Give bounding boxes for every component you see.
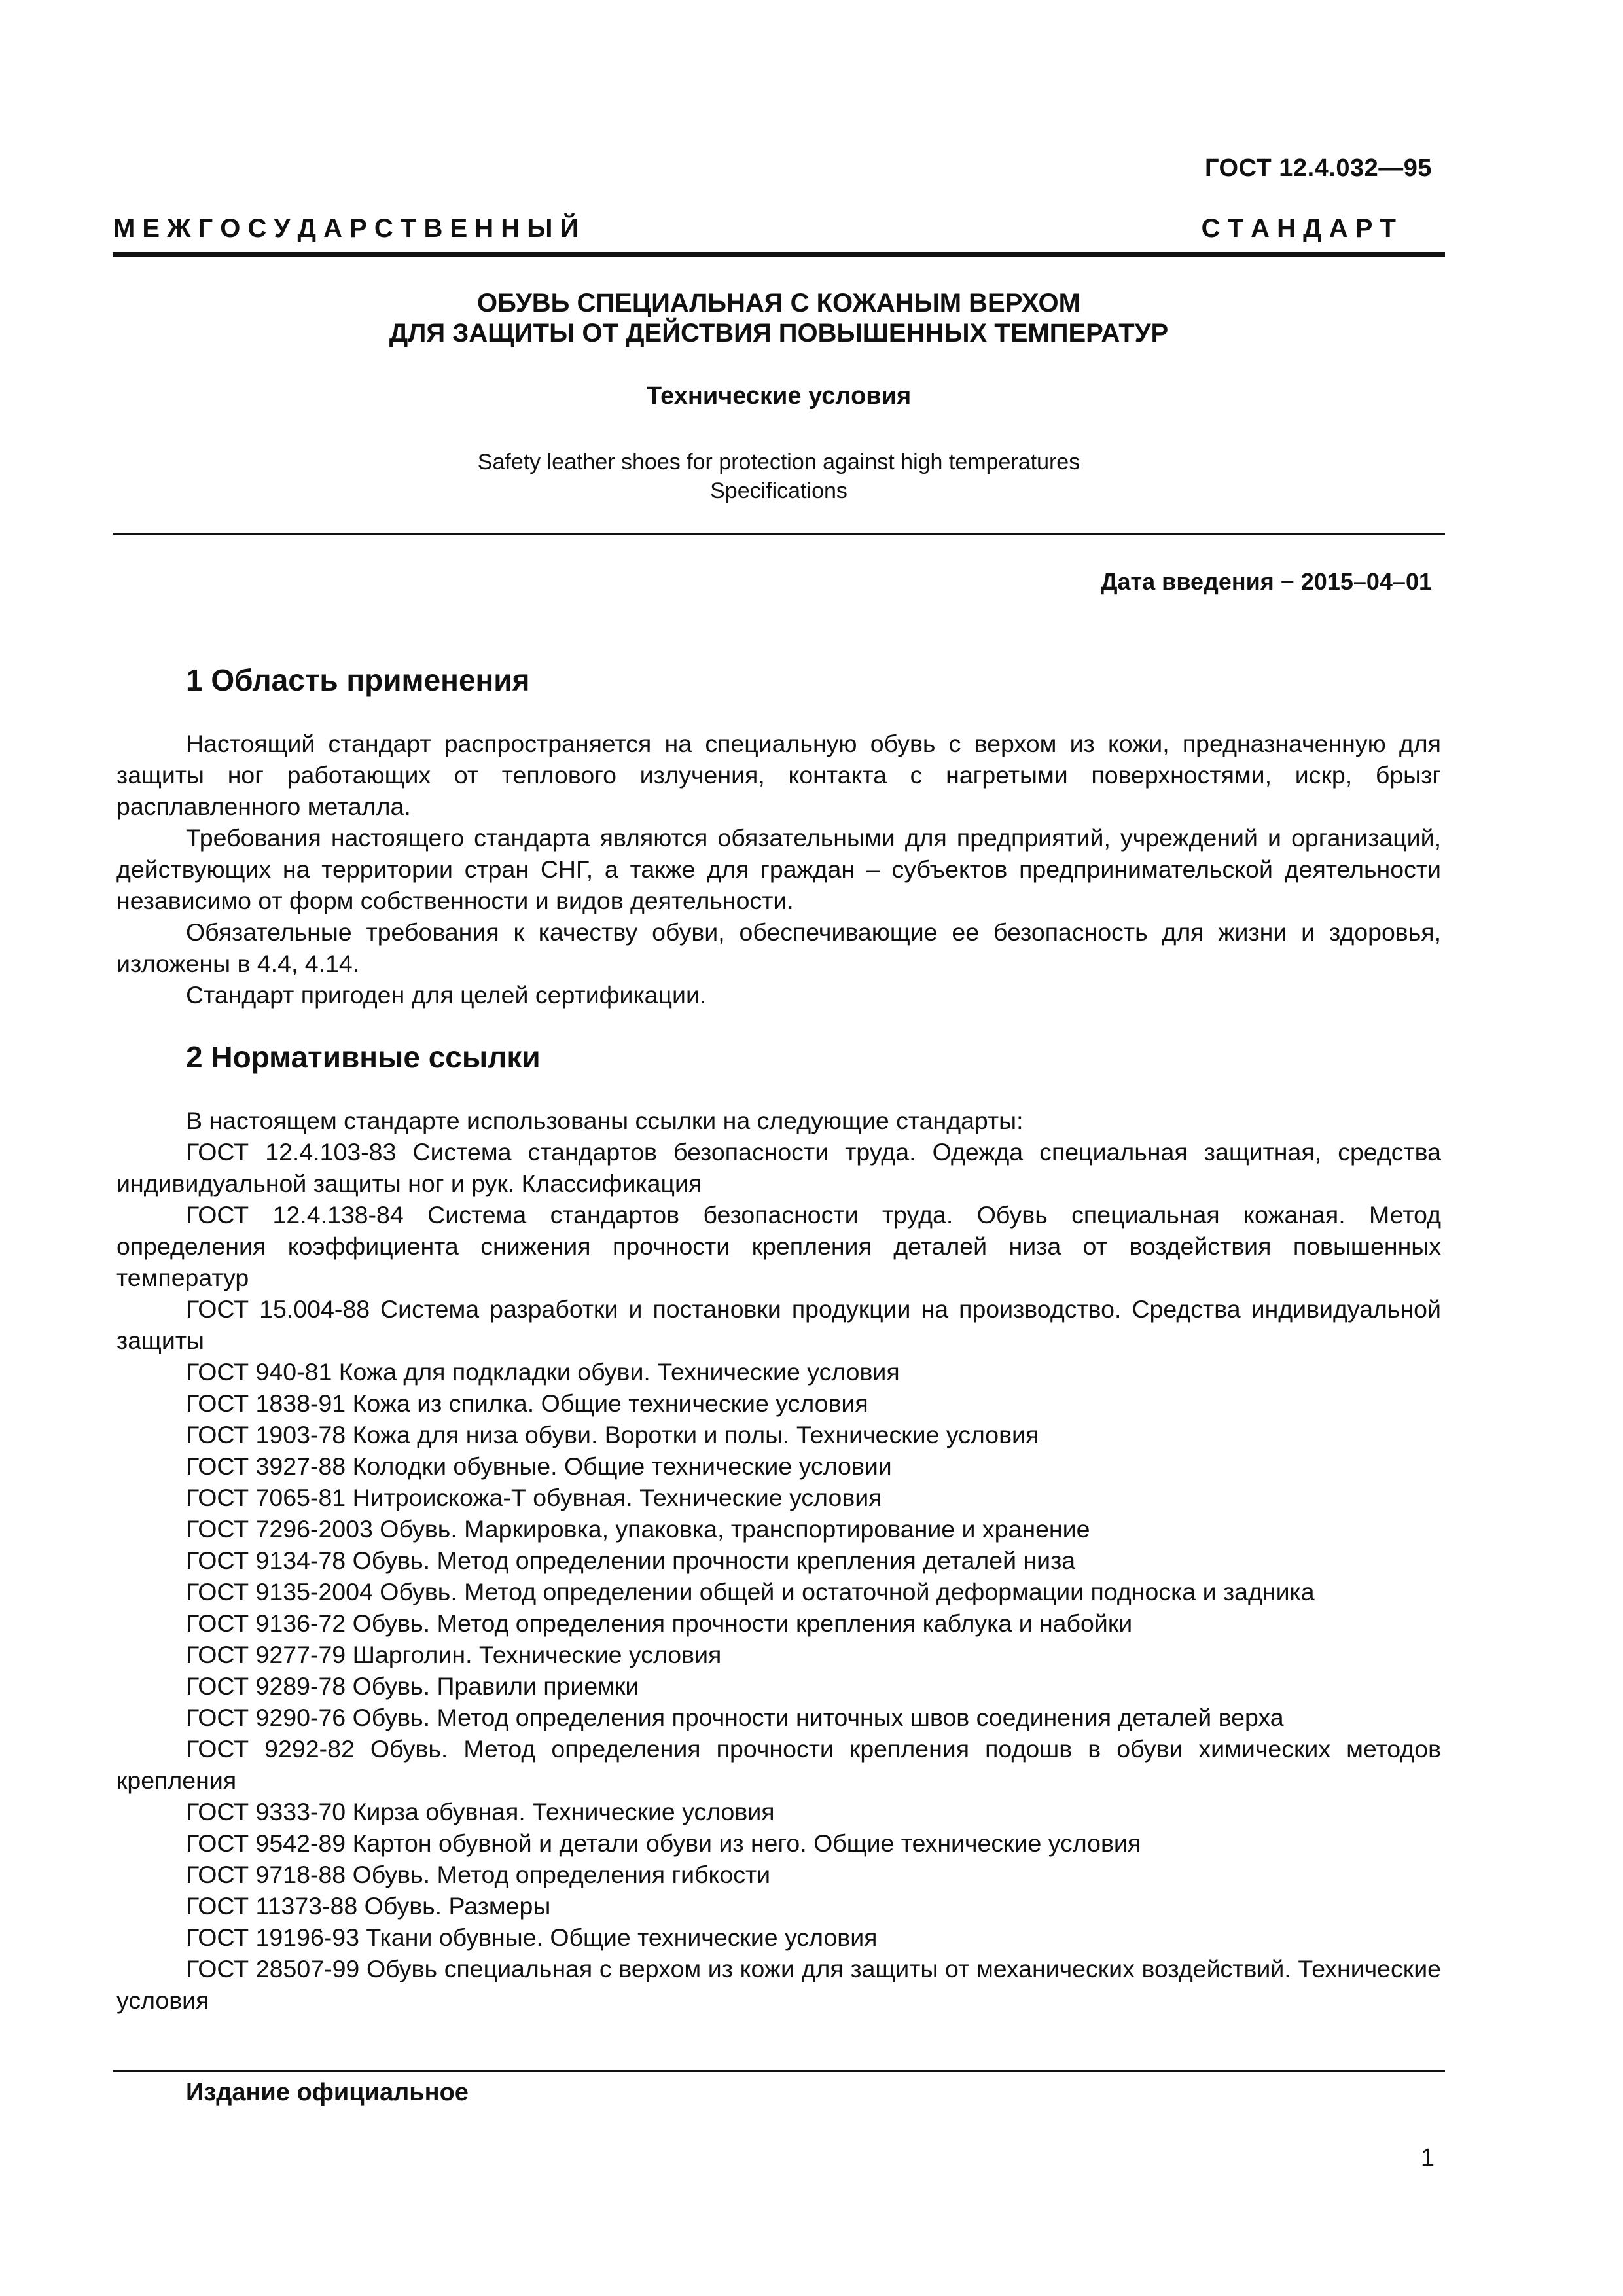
header-rule bbox=[113, 252, 1445, 257]
paragraph: Стандарт пригоден для целей сертификации. bbox=[186, 981, 707, 1009]
title-line-1: ОБУВЬ СПЕЦИАЛЬНАЯ С КОЖАНЫМ ВЕРХОМ bbox=[477, 289, 1080, 317]
english-title-line-1: Safety leather shoes for protection against high temperatures bbox=[477, 450, 1080, 475]
reference-item: ГОСТ 28507-99 Обувь специальная с верхом из кожи для защиты от механических воздействий. Технические условия bbox=[116, 1955, 1441, 2014]
title-rule bbox=[113, 533, 1445, 535]
reference-item: ГОСТ 940-81 Кожа для подкладки обуви. Технические условия bbox=[186, 1358, 900, 1386]
document-subtitle: Технические условия bbox=[646, 382, 912, 410]
document-number: ГОСТ 12.4.032—95 bbox=[1204, 154, 1432, 182]
reference-item: ГОСТ 12.4.138-84 Система стандартов безопасности труда. Обувь специальная кожаная. Метод определения коэффициента снижения прочности крепления деталей низа от воздействия повышенных температур bbox=[116, 1201, 1441, 1291]
english-title-line-2: Specifications bbox=[710, 478, 847, 503]
standard-type-word-1: М Е Ж Г О С У Д А Р С Т В Е Н Н Ы Й bbox=[113, 214, 579, 243]
page-number: 1 bbox=[1420, 2144, 1435, 2172]
reference-item: ГОСТ 12.4.103-83 Система стандартов безопасности труда. Одежда специальная защитная, средства индивидуальной защиты ног и рук. Классификация bbox=[116, 1138, 1441, 1197]
paragraph: Обязательные требования к качеству обуви, обеспечивающие ее безопасность для жизни и здоровья, изложены в 4.4, 4.14. bbox=[116, 918, 1441, 977]
introduction-date: Дата введения − 2015–04–01 bbox=[1100, 568, 1432, 595]
reference-item: ГОСТ 9290-76 Обувь. Метод определения прочности ниточных швов соединения деталей верха bbox=[186, 1704, 1284, 1731]
section-1-heading: 1 Область применения bbox=[186, 663, 530, 697]
paragraph: Требования настоящего стандарта являются обязательными для предприятий, учреждений и организаций, действующих на территории стран СНГ, а также для граждан – субъектов предпринимательской деятельности независимо от форм собственности и видов деятельности. bbox=[116, 824, 1441, 914]
document-title bbox=[113, 288, 1445, 348]
reference-item: ГОСТ 7296-2003 Обувь. Маркировка, упаковка, транспортирование и хранение bbox=[186, 1515, 1090, 1543]
paragraph: Настоящий стандарт распространяется на специальную обувь с верхом из кожи, предназначенную для защиты ног работающих от теплового излучения, контакта с нагретыми поверхностями, искр, брызг расплавленного металла. bbox=[116, 730, 1441, 820]
reference-item: ГОСТ 7065-81 Нитроискожа-Т обувная. Технические условия bbox=[186, 1484, 882, 1511]
title-line-2: ДЛЯ ЗАЩИТЫ ОТ ДЕЙСТВИЯ ПОВЫШЕННЫХ ТЕМПЕРАТУР bbox=[389, 319, 1169, 348]
reference-item: ГОСТ 3927-88 Колодки обувные. Общие технические условии bbox=[186, 1452, 892, 1480]
standard-type-word-2: С Т А Н Д А Р Т bbox=[1201, 214, 1396, 243]
section-2-heading: 2 Нормативные ссылки bbox=[186, 1040, 541, 1074]
reference-item: ГОСТ 1838-91 Кожа из спилка. Общие технические условия bbox=[186, 1390, 868, 1417]
section-1-body bbox=[116, 728, 1441, 1011]
reference-item: ГОСТ 9333-70 Кирза обувная. Технические условия bbox=[186, 1798, 775, 1825]
standard-type-line bbox=[113, 214, 1442, 243]
reference-item: ГОСТ 9136-72 Обувь. Метод определения прочности крепления каблука и набойки bbox=[186, 1609, 1133, 1637]
reference-item: ГОСТ 9542-89 Картон обувной и детали обуви из него. Общие технические условия bbox=[186, 1829, 1141, 1857]
english-title bbox=[113, 448, 1445, 505]
reference-item: ГОСТ 9289-78 Обувь. Правили приемки bbox=[186, 1672, 639, 1700]
reference-item: ГОСТ 9292-82 Обувь. Метод определения прочности крепления подошв в обуви химических методов крепления bbox=[116, 1735, 1441, 1794]
reference-item: ГОСТ 11373-88 Обувь. Размеры bbox=[186, 1892, 551, 1920]
reference-item: ГОСТ 9134-78 Обувь. Метод определении прочности крепления деталей низа bbox=[186, 1547, 1076, 1574]
reference-item: ГОСТ 15.004-88 Система разработки и постановки продукции на производство. Средства индивидуальной защиты bbox=[116, 1295, 1441, 1354]
reference-item: ГОСТ 9135-2004 Обувь. Метод определении общей и остаточной деформации подноска и задника bbox=[186, 1578, 1315, 1605]
reference-item: ГОСТ 1903-78 Кожа для низа обуви. Воротки и полы. Технические условия bbox=[186, 1421, 1039, 1448]
edition-label: Издание официальное bbox=[186, 2079, 469, 2106]
reference-item: ГОСТ 9718-88 Обувь. Метод определения гибкости bbox=[186, 1861, 771, 1888]
footer-rule bbox=[113, 2070, 1445, 2072]
references-list bbox=[116, 1105, 1441, 2016]
reference-item: ГОСТ 19196-93 Ткани обувные. Общие технические условия bbox=[186, 1924, 878, 1951]
reference-item: ГОСТ 9277-79 Шарголин. Технические условия bbox=[186, 1641, 722, 1668]
references-intro: В настоящем стандарте использованы ссылки на следующие стандарты: bbox=[186, 1107, 1024, 1134]
